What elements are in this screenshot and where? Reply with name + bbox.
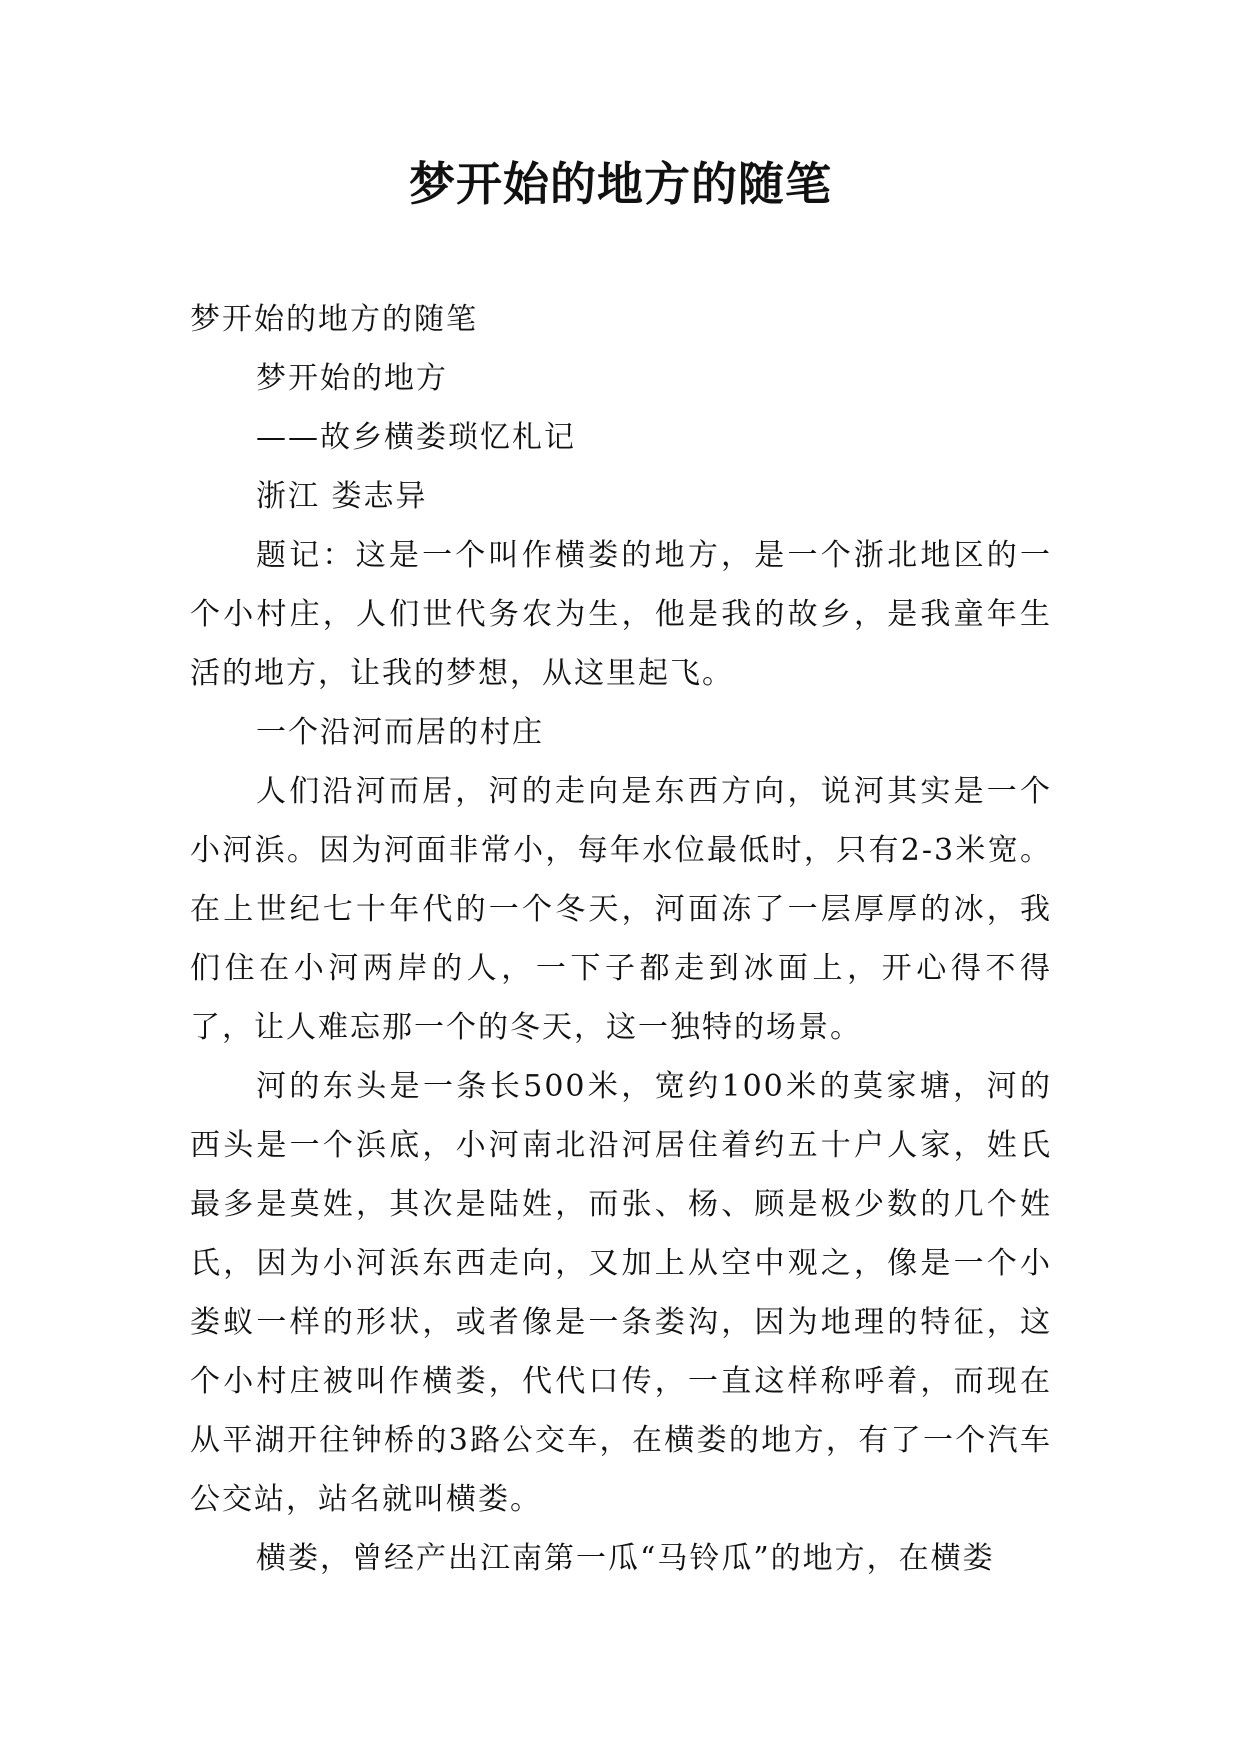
paragraph-section-title: 一个沿河而居的村庄 — [256, 715, 544, 750]
paragraph-heading: 梦开始的地方的随笔 — [190, 302, 478, 337]
paragraph-preface: 题记：这是一个叫作横娄的地方，是一个浙北地区的一个小村庄，人们世代务农为生，他是我的故乡，是我童年生活的地方，让我的梦想，从这里起飞。 — [190, 538, 1052, 691]
paragraph-body: 人们沿河而居，河的走向是东西方向，说河其实是一个小河浜。因为河面非常小，每年水位最低时，只有2-3米宽。在上世纪七十年代的一个冬天，河面冻了一层厚厚的冰，我们住在小河两岸的人，一下子都走到冰面上，开心得不得了，让人难忘那一个的冬天，这一独特的场景。 — [190, 774, 1052, 1045]
page-title: 梦开始的地方的随笔 — [409, 157, 832, 211]
paragraph-author: 浙江 娄志异 — [256, 479, 428, 514]
paragraph-body: 河的东头是一条长500米，宽约100米的莫家塘，河的西头是一个浜底，小河南北沿河居住着约五十户人家，姓氏最多是莫姓，其次是陆姓，而张、杨、顾是极少数的几个姓氏，因为小河浜东西走向，又加上从空中观之，像是一个小娄蚁一样的形状，或者像是一条娄沟，因为地理的特征，这个小村庄被叫作横娄，代代口传，一直这样称呼着，而现在从平湖开往钟桥的3路公交车，在横娄的地方，有了一个汽车公交站，站名就叫横娄。 — [190, 1069, 1052, 1517]
paragraph-body: 横娄，曾经产出江南第一瓜“马铃瓜”的地方，在横娄 — [256, 1541, 995, 1576]
paragraph-subtitle: 梦开始的地方 — [256, 361, 448, 396]
paragraph-subtitle-note: ——故乡横娄琐忆札记 — [256, 420, 576, 455]
document-body — [190, 290, 1052, 1588]
